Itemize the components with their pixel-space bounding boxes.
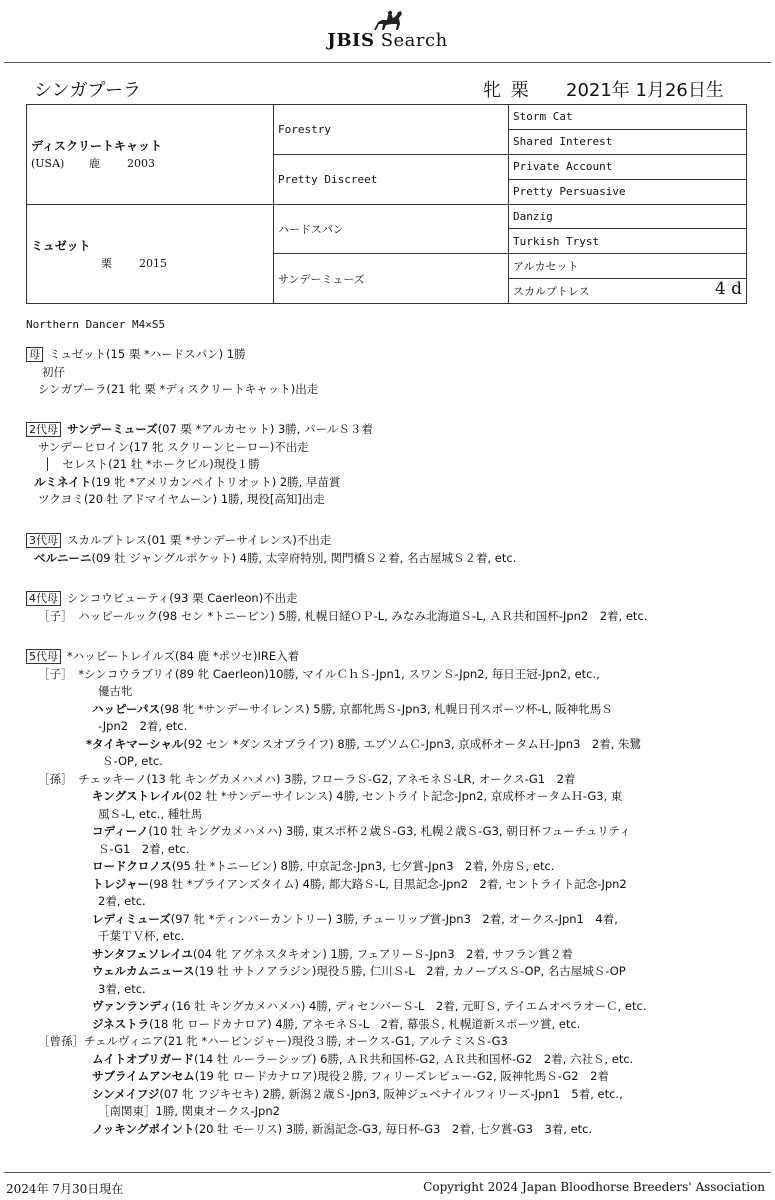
family-line <box>26 532 756 550</box>
family-line-text: ［子］ *シンコウラブリイ(89 牝 Caerleon)10勝, マイルＣｈＳ-Jpn1, スワンＳ-Jpn2, 毎日王冠-Jpn2, etc., <box>38 666 600 681</box>
family-line-text: (19 牝 ロードカナロア)現役２勝, フィリーズレビュー-G2, 阪神牝馬Ｓ-G2 2着 <box>194 1069 609 1083</box>
family-line-text: -Jpn2 2着, etc. <box>98 719 188 733</box>
family-line <box>26 928 756 946</box>
family-line-text: スカルプトレス(01 栗 *サンデーサイレンス)不出走 <box>67 533 332 547</box>
sire-year: 2003 <box>127 157 155 171</box>
family-line <box>26 771 756 789</box>
footer-copyright: Copyright 2024 Japan Bloodhorse Breeders' Association <box>423 1180 765 1194</box>
family-section <box>26 590 756 625</box>
family-line-text: (20 牡 モーリス) 3勝, 新潟記念-G3, 毎日杯-G3 2着, 七夕賞-G3 3着, etc. <box>194 1121 593 1136</box>
family-line-text: シンガプーラ(21 牝 栗 *ディスクリートキャット)出走 <box>38 382 319 396</box>
logo-text-jbis: JBIS <box>327 30 375 51</box>
family-line-text: *ハッピートレイルズ(84 鹿 *ポツセ)IRE入着 <box>67 649 300 663</box>
pedigree-g3-4[interactable]: Pretty Persuasive <box>509 179 747 204</box>
family-line-text: 風Ｓ-L, etc., 種牡馬 <box>98 806 203 821</box>
family-line <box>26 858 756 876</box>
family-line <box>26 963 756 981</box>
footer-rule <box>4 1172 771 1173</box>
family-line <box>26 439 756 457</box>
family-line <box>26 1016 756 1034</box>
pedigree-g3-1[interactable]: Storm Cat <box>509 105 747 130</box>
family-line <box>26 456 756 474</box>
family-line <box>26 823 756 841</box>
pedigree-dam[interactable] <box>27 204 274 304</box>
family-line-text: サンデーヒロイン(17 牝 スクリーンヒーロー)不出走 <box>38 439 309 454</box>
horse-link[interactable]: シンメイフジ <box>92 1086 160 1101</box>
footer-date: 2024年 7月30日現在 <box>6 1182 124 1196</box>
family-line-text: 3着, etc. <box>98 981 146 996</box>
generation-badge: 母 <box>26 347 43 362</box>
family-line <box>26 590 756 608</box>
pedigree-sire[interactable] <box>27 105 274 205</box>
horse-link[interactable]: キングストレイル <box>92 789 183 803</box>
family-section <box>26 346 756 399</box>
family-line <box>26 876 756 894</box>
family-line-text: 2着, etc. <box>98 894 146 908</box>
pedigree-g3-6[interactable]: Turkish Tryst <box>509 229 747 254</box>
pedigree-g3-8-name: スカルプトレス <box>513 285 590 299</box>
family-line-text: │ セレスト(21 牡 *ホークビル)現役１勝 <box>44 457 260 471</box>
dam-year: 2015 <box>139 256 167 270</box>
family-line <box>26 718 756 736</box>
family-line <box>26 806 756 824</box>
generation-badge: 4代母 <box>26 591 61 606</box>
pedigree-g2-1[interactable]: Forestry <box>274 105 509 155</box>
family-line <box>26 1068 756 1086</box>
header-rule <box>4 62 771 63</box>
pedigree-g2-4[interactable]: サンデーミューズ <box>274 254 509 304</box>
family-line <box>26 1103 756 1121</box>
pedigree-g2-2[interactable]: Pretty Discreet <box>274 154 509 204</box>
family-line-text: ［曾孫］チェルヴィニア(21 牝 *ハービンジャー)現役３勝, オークス-G1, アルテミスＳ-G3 <box>38 1034 508 1048</box>
dosage-mark: 4 d <box>714 279 742 300</box>
family-line-text: (18 牝 ロードカナロア) 4勝, アネモネＳ-L 2着, 幕張Ｓ, 札幌道新スポーツ賞, etc. <box>149 1016 581 1031</box>
horse-birthdate: 2021年 1月26日生 <box>566 80 724 101</box>
dam-info <box>31 255 269 271</box>
horse-link[interactable]: ベルニーニ <box>34 550 92 565</box>
family-line <box>26 683 756 701</box>
pedigree-g2-3[interactable]: ハードスパン <box>274 204 509 254</box>
horse-link[interactable]: ノッキングポイント <box>92 1121 195 1136</box>
family-line-text: シンコウビューティ(93 栗 Caerleon)不出走 <box>67 591 298 605</box>
family-section <box>26 421 756 509</box>
pedigree-g3-2[interactable]: Shared Interest <box>509 129 747 154</box>
family-line-text: (98 牡 *ブライアンズタイム) 4勝, 都大路Ｓ-L, 目黒記念-Jpn2 2着, セントライト記念-Jpn2 <box>148 876 627 891</box>
family-line-text: (95 牡 *トニービン) 8勝, 中京記念-Jpn3, 七夕賞-Jpn3 2着, 外房Ｓ, etc. <box>171 859 555 873</box>
family-line-text: ［孫］ チェッキーノ(13 牝 キングカメハメハ) 3勝, フローラＳ-G2, アネモネＳ-LR, オークス-G1 2着 <box>38 771 576 786</box>
family-section <box>26 532 756 567</box>
family-line <box>26 788 756 806</box>
family-line <box>26 1051 756 1069</box>
family-line <box>26 841 756 859</box>
family-line-text: (04 牝 アグネスタキオン) 1勝, フェアリーＳ-Jpn3 2着, サフラン賞２着 <box>192 946 573 961</box>
pedigree-g3-3[interactable]: Private Account <box>509 154 747 179</box>
family-line <box>26 998 756 1016</box>
inbreeding-note: Northern Dancer M4×S5 <box>26 318 166 331</box>
family-line <box>26 701 756 719</box>
family-line-text: (09 牡 ジャングルポケット) 4勝, 太宰府特別, 関門橋Ｓ２着, 名古屋城Ｓ２着, etc. <box>91 550 517 565</box>
horse-link[interactable]: ヴァンランディ <box>92 999 172 1013</box>
horse-sex-color: 牝 栗 <box>483 80 531 101</box>
family-line-text: (07 栗 *アルカセット) 3勝, パールＳ３着 <box>157 422 373 436</box>
horse-link[interactable]: サンデーミューズ <box>67 422 158 436</box>
horse-link[interactable]: サンタフェソレイユ <box>92 946 193 961</box>
family-line <box>26 893 756 911</box>
family-line-text: (19 牡 サトノアラジン)現役５勝, 仁川Ｓ-L 2着, カノープスＳ-OP, 名古屋城Ｓ-OP <box>194 964 626 978</box>
pedigree-g3-5[interactable]: Danzig <box>509 204 747 229</box>
family-line <box>26 911 756 929</box>
family-line-text: Ｓ-G1 2着, etc. <box>98 841 190 856</box>
family-line <box>26 364 756 382</box>
family-line-text: Ｓ-OP, etc. <box>102 754 163 768</box>
family-line <box>26 346 756 364</box>
family-line-text: (10 牡 キングカメハメハ) 3勝, 東スポ杯２歳Ｓ-G3, 札幌２歳Ｓ-G3, 朝日杯フューチュリティ <box>148 824 631 838</box>
family-line-text: 千葉ＴＶ杯, etc. <box>98 929 185 943</box>
family-line-text: ［南関東］1勝, 関東オークス-Jpn2 <box>98 1104 280 1118</box>
family-line <box>26 474 756 492</box>
horse-link[interactable]: ウェルカムニュース <box>92 964 195 978</box>
family-line <box>26 736 756 754</box>
horse-link[interactable]: *タイキマーシャル <box>86 736 184 751</box>
generation-badge: 5代母 <box>26 649 61 664</box>
horse-link[interactable]: ルミネイト <box>34 474 92 489</box>
family-line-text: ミュゼット(15 栗 *ハードスパン) 1勝 <box>49 347 246 361</box>
family-line <box>26 648 756 666</box>
family-line <box>26 550 756 568</box>
family-line-text: ツクヨミ(20 牡 アドマイヤムーン) 1勝, 現役[高知]出走 <box>38 492 325 506</box>
family-line <box>26 608 756 626</box>
family-line-text: (98 牝 *サンデーサイレンス) 5勝, 京都牝馬Ｓ-Jpn3, 札幌日刊スポーツ杯-L, 阪神牝馬Ｓ <box>159 701 613 716</box>
dam-name: ミュゼット <box>31 238 91 253</box>
family-line-text: (14 牡 ルーラーシップ) 6勝, ＡＲ共和国杯-G2, ＡＲ共和国杯-G2 2着, 六社Ｓ, etc. <box>194 1051 634 1066</box>
sire-info <box>31 155 269 171</box>
horse-title-row <box>30 76 742 102</box>
family-line-text: (02 牡 *サンデーサイレンス) 4勝, セントライト記念-Jpn2, 京成杯オータムＨ-G3, 東 <box>182 789 623 803</box>
generation-badge: 3代母 <box>26 533 61 548</box>
family-line <box>26 753 756 771</box>
family-line <box>26 981 756 999</box>
horse-link[interactable]: サブライムアンセム <box>92 1069 195 1083</box>
pedigree-g3-7[interactable]: アルカセット <box>509 254 747 279</box>
jbis-logo[interactable] <box>0 8 775 51</box>
family-line <box>26 421 756 439</box>
family-line <box>26 1033 756 1051</box>
family-line <box>26 381 756 399</box>
family-line <box>26 1086 756 1104</box>
family-line-text: (19 牝 *アメリカンペイトリオット) 2勝, 早苗賞 <box>91 474 341 489</box>
family-line-text: (07 牝 フジキセキ) 2勝, 新潟２歳Ｓ-Jpn3, 阪神ジュベナイルフィリーズ-Jpn1 5着, etc., <box>159 1086 623 1101</box>
horse-link[interactable]: コディーノ <box>92 824 149 838</box>
family-section <box>26 648 756 1138</box>
family-line-text: (97 牝 *ティンバーカントリー) 3勝, チューリップ賞-Jpn3 2着, オークス-Jpn1 4着, <box>170 911 618 926</box>
horse-link[interactable]: ムイトオブリガード <box>92 1051 195 1066</box>
horse-name: シンガプーラ <box>34 80 142 101</box>
horse-link[interactable]: ロードクロノス <box>92 859 172 873</box>
pedigree-g3-8[interactable] <box>509 279 747 304</box>
family-line <box>26 666 756 684</box>
sire-color: 鹿 <box>89 157 100 171</box>
pedigree-table <box>26 104 747 304</box>
dam-color: 栗 <box>101 256 112 270</box>
horse-link[interactable]: レディミューズ <box>92 911 171 926</box>
family-line <box>26 1121 756 1139</box>
family-line-text: (92 セン *ダンスオブライフ) 8勝, エプソムＣ-Jpn3, 京成杯オータムＨ-Jpn3 2着, 朱鷺 <box>183 736 642 751</box>
family-line <box>26 491 756 509</box>
horse-link[interactable]: トレジャー <box>92 876 149 891</box>
family-line-text: ［子］ ハッピールック(98 セン *トニービン) 5勝, 札幌日経ＯＰ-L, みなみ北海道Ｓ-L, ＡＲ共和国杯-Jpn2 2着, etc. <box>38 608 648 623</box>
family-line-text: 初仔 <box>42 364 65 379</box>
sire-origin: (USA) <box>31 157 65 171</box>
generation-badge: 2代母 <box>26 422 61 437</box>
sire-name: ディスクリートキャット <box>31 139 163 154</box>
horse-link[interactable]: ジネストラ <box>92 1016 150 1031</box>
horse-link[interactable]: ハッピーパス <box>92 701 160 716</box>
family-line-text: 優古牝 <box>98 684 133 698</box>
logo-text-search: Search <box>380 30 448 51</box>
horse-rider-icon <box>368 8 408 32</box>
family-line-text: (16 牡 キングカメハメハ) 4勝, ディセンバーＳ-L 2着, 元町Ｓ, テイエムオペラオーＣ, etc. <box>171 999 647 1013</box>
family-line <box>26 946 756 964</box>
